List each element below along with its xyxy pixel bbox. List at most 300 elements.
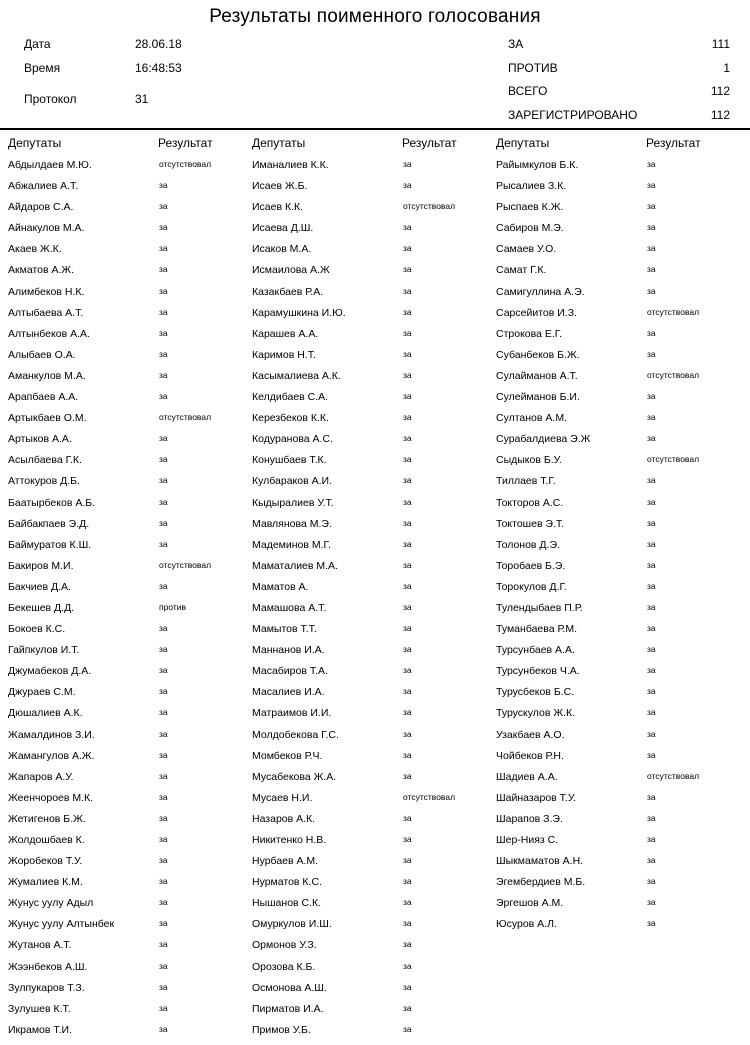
table-row — [252, 1017, 497, 1038]
table-row — [8, 1017, 253, 1038]
table-row — [252, 173, 497, 194]
table-row — [496, 194, 741, 215]
vote-result: за — [159, 433, 168, 444]
table-row — [8, 384, 253, 405]
vote-result: за — [403, 475, 412, 486]
vote-result: за — [159, 369, 168, 380]
table-row — [8, 236, 253, 257]
total-registered-label: ЗАРЕГИСТРИРОВАНО — [508, 108, 638, 122]
deputy-name: Ормонов У.З. — [252, 939, 317, 952]
deputy-name: Айнакулов М.А. — [8, 222, 85, 235]
vote-result: отсутствовал — [647, 369, 700, 380]
protocol-value: 31 — [135, 92, 149, 106]
deputy-name: Акматов А.Ж. — [8, 264, 74, 277]
vote-result: за — [403, 960, 412, 971]
table-row — [8, 764, 253, 785]
deputy-name: Самигуллина А.Э. — [496, 285, 585, 298]
table-row — [8, 553, 253, 574]
table-row — [8, 173, 253, 194]
deputy-name: Айдаров С.А. — [8, 201, 74, 214]
deputy-name: Баатырбеков А.Б. — [8, 496, 96, 509]
header-deputies: Депутаты — [496, 136, 550, 150]
table-row — [252, 215, 497, 236]
deputy-name: Жутанов А.Т. — [8, 939, 72, 952]
vote-result: отсутствовал — [159, 159, 212, 169]
deputy-name: Кодуранова А.С. — [252, 433, 333, 446]
table-row — [496, 700, 741, 721]
deputy-name: Кыдыралиев У.Т. — [252, 496, 334, 509]
table-row — [496, 511, 741, 532]
table-row — [8, 574, 253, 595]
vote-result: за — [159, 201, 168, 212]
deputy-name: Зулушев К.Т. — [8, 1002, 71, 1015]
total-registered-value: 112 — [710, 108, 730, 122]
vote-result: за — [647, 180, 656, 191]
vote-result: за — [159, 496, 168, 507]
deputy-name: Токторов А.С. — [496, 496, 564, 509]
deputy-name: Туманбаева Р.М. — [496, 623, 578, 636]
vote-result: за — [159, 876, 168, 887]
deputy-name: Алтыбаева А.Т. — [8, 306, 84, 319]
vote-result: за — [647, 327, 656, 338]
vote-result: за — [159, 475, 168, 486]
table-row — [8, 616, 253, 637]
table-row — [252, 848, 497, 869]
vote-result: за — [159, 812, 168, 823]
table-row — [8, 785, 253, 806]
deputy-name: Турусбеков Б.С. — [496, 686, 575, 699]
deputies-column-2 — [252, 136, 497, 1038]
table-row — [496, 468, 741, 489]
deputy-name: Матраимов И.И. — [252, 707, 332, 720]
table-row — [8, 954, 253, 975]
deputy-name: Рысалиев З.К. — [496, 180, 567, 193]
deputy-name: Джумабеков Д.А. — [8, 665, 92, 678]
deputy-name: Орозова К.Б. — [252, 960, 316, 973]
vote-result: за — [403, 918, 412, 929]
table-row — [252, 616, 497, 637]
vote-result: за — [403, 876, 412, 887]
table-row — [496, 658, 741, 679]
vote-result: за — [159, 222, 168, 233]
table-row — [252, 384, 497, 405]
vote-result: за — [403, 348, 412, 359]
deputy-name: Жамангулов А.Ж. — [8, 749, 95, 762]
deputy-name: Бакчиев Д.А. — [8, 580, 71, 593]
table-row — [496, 363, 741, 384]
vote-result: за — [403, 812, 412, 823]
vote-result: за — [159, 454, 168, 465]
table-row — [252, 553, 497, 574]
table-row — [496, 173, 741, 194]
deputy-name: Сыдыков Б.У. — [496, 454, 562, 467]
vote-result: за — [403, 264, 412, 275]
vote-result: за — [159, 348, 168, 359]
vote-result: за — [403, 369, 412, 380]
vote-result: за — [647, 222, 656, 233]
vote-result: за — [159, 770, 168, 781]
deputy-name: Осмонова А.Ш. — [252, 981, 327, 994]
vote-result: отсутствовал — [647, 306, 700, 317]
vote-result: за — [159, 391, 168, 402]
table-row — [8, 511, 253, 532]
table-row — [8, 743, 253, 764]
vote-result: за — [403, 707, 412, 718]
table-row — [252, 932, 497, 953]
table-row — [8, 405, 253, 426]
table-row — [252, 658, 497, 679]
table-row — [252, 679, 497, 700]
table-row — [8, 658, 253, 679]
table-row — [496, 384, 741, 405]
vote-result: за — [159, 1002, 168, 1013]
vote-result: за — [403, 770, 412, 781]
table-row — [496, 553, 741, 574]
table-row — [8, 490, 253, 511]
deputy-name: Сарсейитов И.З. — [496, 306, 577, 319]
deputy-name: Молдобекова Г.С. — [252, 728, 339, 741]
table-row — [8, 827, 253, 848]
deputy-name: Самаев У.О. — [496, 243, 557, 256]
vote-result: отсутствовал — [647, 454, 700, 465]
header-deputies: Депутаты — [8, 136, 62, 150]
vote-result: за — [159, 517, 168, 528]
vote-result: за — [159, 243, 168, 254]
deputy-name: Назаров А.К. — [252, 812, 316, 825]
deputy-name: Масалиев И.А. — [252, 686, 325, 699]
table-row — [496, 722, 741, 743]
deputy-name: Шайназаров Т.У. — [496, 791, 577, 804]
vote-result: за — [647, 348, 656, 359]
vote-result: за — [647, 791, 656, 802]
table-row — [252, 785, 497, 806]
table-row — [252, 194, 497, 215]
vote-result: за — [647, 644, 656, 655]
vote-result: за — [159, 981, 168, 992]
deputy-name: Шер-Нияз С. — [496, 834, 559, 846]
deputy-name: Толонов Д.Э. — [496, 538, 560, 551]
table-row — [252, 342, 497, 363]
vote-result: за — [403, 665, 412, 676]
table-row — [252, 405, 497, 426]
table-row — [252, 574, 497, 595]
deputy-name: Мамытов Т.Т. — [252, 623, 317, 636]
table-row — [8, 532, 253, 553]
table-row — [8, 911, 253, 932]
deputy-name: Турсунбаев А.А. — [496, 644, 575, 657]
vote-result: за — [403, 391, 412, 402]
column-header — [8, 136, 253, 152]
vote-result: за — [403, 623, 412, 634]
vote-result: за — [403, 454, 412, 465]
header-deputies: Депутаты — [252, 136, 306, 150]
table-row — [8, 806, 253, 827]
table-row — [8, 975, 253, 996]
deputies-column-3 — [496, 136, 741, 932]
table-row — [8, 996, 253, 1017]
deputy-name: Акаев Ж.К. — [8, 243, 62, 256]
deputy-name: Иманалиев К.К. — [252, 159, 329, 171]
deputy-name: Алыбаев О.А. — [8, 348, 76, 361]
table-row — [496, 785, 741, 806]
vote-result: за — [647, 580, 656, 591]
vote-result: за — [647, 918, 656, 929]
vote-result: за — [647, 475, 656, 486]
deputy-name: Исмаилова А.Ж — [252, 264, 330, 277]
vote-result: за — [403, 222, 412, 233]
deputy-name: Карашев А.А. — [252, 327, 319, 340]
table-row — [252, 321, 497, 342]
deputy-name: Конушбаев Т.К. — [252, 454, 327, 467]
table-row — [496, 300, 741, 321]
deputy-name: Артыкбаев О.М. — [8, 412, 87, 425]
vote-result: за — [159, 960, 168, 971]
deputy-name: Жамалдинов З.И. — [8, 728, 95, 741]
table-row — [8, 215, 253, 236]
vote-result: за — [647, 623, 656, 634]
table-row — [252, 827, 497, 848]
vote-result: за — [403, 559, 412, 570]
vote-result: за — [159, 707, 168, 718]
vote-result: за — [647, 855, 656, 866]
vote-result: за — [159, 580, 168, 591]
vote-result: за — [647, 897, 656, 908]
deputy-name: Артыков А.А. — [8, 433, 72, 446]
vote-result: за — [647, 728, 656, 739]
table-row — [8, 700, 253, 721]
total-against-label: ПРОТИВ — [508, 61, 558, 75]
vote-result: за — [403, 159, 412, 169]
table-row — [252, 511, 497, 532]
table-row — [252, 490, 497, 511]
vote-result: за — [647, 496, 656, 507]
deputy-name: Сулейманов Б.И. — [496, 391, 580, 404]
vote-result: отсутствовал — [403, 201, 456, 212]
table-row — [252, 806, 497, 827]
deputy-name: Исаков М.А. — [252, 243, 312, 256]
vote-result: за — [647, 159, 656, 169]
deputy-name: Субанбеков Б.Ж. — [496, 348, 580, 361]
deputy-name: Маннанов И.А. — [252, 644, 325, 657]
table-row — [496, 911, 741, 932]
vote-result: за — [159, 686, 168, 697]
deputy-name: Жумалиев К.М. — [8, 876, 83, 889]
column-header — [252, 136, 497, 152]
vote-result: за — [403, 644, 412, 655]
vote-result: за — [647, 538, 656, 549]
deputy-name: Казакбаев Р.А. — [252, 285, 324, 298]
table-row — [496, 764, 741, 785]
vote-result: за — [159, 306, 168, 317]
table-row — [496, 426, 741, 447]
deputy-name: Келдибаев С.А. — [252, 391, 329, 404]
table-row — [252, 764, 497, 785]
table-row — [8, 342, 253, 363]
vote-result: за — [403, 285, 412, 296]
vote-result: за — [403, 580, 412, 591]
header-result: Результат — [402, 136, 457, 150]
deputy-name: Алимбеков Н.К. — [8, 285, 85, 298]
table-row — [496, 806, 741, 827]
deputy-name: Маматалиев М.А. — [252, 559, 338, 572]
deputy-name: Тулендыбаев П.Р. — [496, 601, 583, 614]
deputy-name: Арапбаев А.А. — [8, 391, 79, 404]
deputy-name: Строкова Е.Г. — [496, 327, 563, 340]
deputy-name: Мусаев Н.И. — [252, 791, 313, 804]
deputy-name: Мамашова А.Т. — [252, 601, 327, 614]
table-row — [252, 152, 497, 173]
vote-result: за — [159, 538, 168, 549]
table-row — [252, 890, 497, 911]
deputy-name: Керезбеков К.К. — [252, 412, 329, 425]
deputy-name: Тиллаев Т.Г. — [496, 475, 556, 488]
table-row — [496, 447, 741, 468]
table-row — [496, 405, 741, 426]
table-row — [8, 848, 253, 869]
deputy-name: Эгембердиев М.Б. — [496, 876, 586, 889]
vote-result: за — [403, 897, 412, 908]
deputy-name: Маматов А. — [252, 580, 309, 593]
table-row — [496, 321, 741, 342]
vote-result: отсутствовал — [647, 770, 700, 781]
table-row — [252, 975, 497, 996]
deputy-name: Турсунбеков Ч.А. — [496, 665, 580, 678]
vote-result: за — [159, 939, 168, 950]
deputy-name: Асылбаева Г.К. — [8, 454, 82, 467]
table-row — [496, 574, 741, 595]
vote-result: за — [403, 1002, 412, 1013]
table-row — [496, 342, 741, 363]
deputy-name: Икрамов Т.И. — [8, 1023, 73, 1036]
deputy-name: Момбеков Р.Ч. — [252, 749, 323, 762]
table-row — [496, 848, 741, 869]
deputy-name: Жапаров А.У. — [8, 770, 74, 783]
deputy-name: Мавлянова М.Э. — [252, 517, 332, 530]
vote-result: отсутствовал — [159, 412, 212, 423]
deputy-name: Исаев Ж.Б. — [252, 180, 308, 193]
deputy-name: Сулайманов А.Т. — [496, 369, 578, 382]
deputy-name: Шыкмаматов А.Н. — [496, 855, 584, 868]
deputy-name: Никитенко Н.В. — [252, 834, 327, 846]
vote-result: за — [647, 812, 656, 823]
deputy-name: Райымкулов Б.К. — [496, 159, 579, 171]
protocol-label: Протокол — [24, 92, 77, 106]
vote-result: за — [403, 855, 412, 866]
vote-result: за — [403, 728, 412, 739]
deputy-name: Алтынбеков А.А. — [8, 327, 90, 340]
deputy-name: Торобаев Б.Э. — [496, 559, 566, 572]
vote-result: за — [403, 686, 412, 697]
deputy-name: Жунус уулу Адыл — [8, 897, 94, 910]
vote-result: отсутствовал — [403, 791, 456, 802]
table-row — [252, 637, 497, 658]
deputy-name: Баймуратов К.Ш. — [8, 538, 92, 551]
table-row — [8, 257, 253, 278]
total-all-label: ВСЕГО — [508, 84, 548, 98]
vote-result: за — [647, 601, 656, 612]
table-row — [496, 236, 741, 257]
table-row — [8, 890, 253, 911]
vote-result: за — [159, 918, 168, 929]
deputy-name: Абжалиев А.Т. — [8, 180, 79, 193]
table-row — [252, 743, 497, 764]
deputy-name: Омуркулов И.Ш. — [252, 918, 332, 931]
vote-result: за — [403, 981, 412, 992]
vote-result: за — [403, 412, 412, 423]
table-row — [8, 426, 253, 447]
deputy-name: Токтошев Э.Т. — [496, 517, 565, 530]
vote-result: за — [403, 834, 412, 844]
date-value: 28.06.18 — [135, 37, 182, 51]
vote-result: за — [403, 327, 412, 338]
deputy-name: Каримов Н.Т. — [252, 348, 316, 361]
table-row — [252, 300, 497, 321]
vote-result: за — [403, 601, 412, 612]
vote-result: за — [647, 749, 656, 760]
vote-result: за — [403, 496, 412, 507]
table-row — [8, 363, 253, 384]
vote-result: за — [403, 749, 412, 760]
deputy-name: Жунус уулу Алтынбек — [8, 918, 115, 931]
deputy-name: Сурабалдиева Э.Ж — [496, 433, 591, 446]
table-row — [252, 869, 497, 890]
deputy-name: Гайпкулов И.Т. — [8, 644, 80, 657]
vote-result: за — [647, 391, 656, 402]
table-row — [252, 426, 497, 447]
deputy-name: Кулбараков А.И. — [252, 475, 332, 488]
vote-result: за — [403, 939, 412, 950]
table-row — [8, 722, 253, 743]
deputy-name: Байбакпаев Э.Д. — [8, 517, 90, 530]
table-row — [496, 215, 741, 236]
vote-result: за — [647, 876, 656, 887]
deputy-name: Бекешев Д.Д. — [8, 601, 75, 614]
vote-result: за — [159, 834, 168, 844]
deputy-name: Дюшалиев А.К. — [8, 707, 83, 720]
vote-result: за — [647, 686, 656, 697]
deputy-name: Бокоев К.С. — [8, 623, 66, 636]
table-row — [8, 300, 253, 321]
table-row — [252, 911, 497, 932]
vote-result: против — [159, 601, 187, 612]
deputy-name: Карамушкина И.Ю. — [252, 306, 346, 319]
table-row — [496, 743, 741, 764]
vote-result: за — [647, 285, 656, 296]
vote-result: отсутствовал — [159, 559, 212, 570]
vote-result: за — [159, 1023, 168, 1034]
deputy-name: Самат Г.К. — [496, 264, 547, 277]
deputy-name: Нурбаев А.М. — [252, 855, 319, 868]
vote-result: за — [159, 855, 168, 866]
table-row — [496, 595, 741, 616]
deputy-name: Жеенчороев М.К. — [8, 791, 94, 804]
table-row — [252, 700, 497, 721]
vote-result: за — [403, 306, 412, 317]
deputy-name: Примов У.Б. — [252, 1023, 311, 1036]
table-row — [496, 490, 741, 511]
vote-result: за — [647, 559, 656, 570]
total-for-value: 111 — [711, 37, 730, 51]
deputy-name: Чойбеков Р.Н. — [496, 749, 564, 762]
table-row — [8, 932, 253, 953]
vote-result: за — [403, 243, 412, 254]
vote-result: за — [403, 538, 412, 549]
time-value: 16:48:53 — [135, 61, 182, 75]
deputy-name: Мадеминов М.Г. — [252, 538, 331, 551]
deputy-name: Зулпукаров Т.З. — [8, 981, 85, 994]
deputy-name: Жолдошбаев К. — [8, 834, 85, 846]
header-divider — [0, 128, 750, 130]
